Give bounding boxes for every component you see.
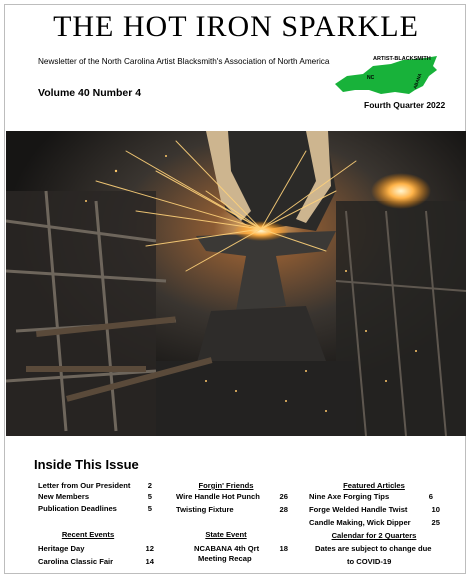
toc-item[interactable]: Carolina Classic Fair	[38, 557, 114, 566]
section-recent-events: Recent Events	[61, 530, 115, 539]
section-forgin-friends: Forgin' Friends	[198, 481, 254, 490]
toc-page-number: 12	[145, 544, 154, 553]
logo-top-text: ARTIST-BLACKSMITH	[373, 56, 431, 62]
section-state-event: State Event	[205, 530, 247, 539]
toc-page-number: 6	[428, 492, 433, 501]
toc-item[interactable]: New Members	[38, 492, 90, 501]
logo-nc-text: NC	[367, 75, 375, 81]
toc-item[interactable]: Candle Making, Wick Dipper	[309, 518, 411, 527]
toc-page-number: 18	[279, 544, 288, 553]
toc-item[interactable]: Nine Axe Forging Tips	[309, 492, 390, 501]
toc-item[interactable]: Wire Handle Hot Punch	[176, 492, 260, 501]
section-calendar: Calendar for 2 Quarters	[331, 531, 417, 540]
toc-item[interactable]: Letter from Our President	[38, 481, 131, 490]
toc-item[interactable]: Publication Deadlines	[38, 504, 117, 513]
newsletter-subtitle: Newsletter of the North Carolina Artist Blacksmith's Association of North America	[38, 57, 330, 66]
toc-page-number: 14	[145, 557, 154, 566]
toc-page-number: 26	[279, 492, 288, 501]
toc-heading: Inside This Issue	[34, 457, 139, 472]
toc-page-number: 5	[147, 504, 152, 513]
toc-page-number: 25	[431, 518, 440, 527]
toc-item[interactable]: Forge Welded Handle Twist	[309, 505, 408, 514]
nc-abana-logo	[333, 52, 441, 98]
logo-abana-text: ABANA	[412, 72, 423, 90]
toc-page-number: 5	[147, 492, 152, 501]
toc-item[interactable]: NCABANA 4th Qrt	[194, 544, 260, 553]
toc-item-continued: Meeting Recap	[198, 554, 252, 563]
toc-page-number: 10	[431, 505, 440, 514]
toc-page-number: 2	[147, 481, 152, 490]
toc-item[interactable]: Heritage Day	[38, 544, 85, 553]
issue-quarter: Fourth Quarter 2022	[364, 100, 446, 110]
newsletter-title: THE HOT IRON SPARKLE	[53, 10, 419, 43]
section-featured-articles: Featured Articles	[343, 481, 405, 490]
calendar-note-continued: to COVID-19	[347, 557, 392, 566]
cover-photo-blacksmith-sparks	[6, 131, 466, 436]
toc-page-number: 28	[279, 505, 288, 514]
toc-item[interactable]: Twisting Fixture	[176, 505, 234, 514]
calendar-note: Dates are subject to change due	[315, 544, 432, 553]
volume-number: Volume 40 Number 4	[38, 87, 142, 99]
